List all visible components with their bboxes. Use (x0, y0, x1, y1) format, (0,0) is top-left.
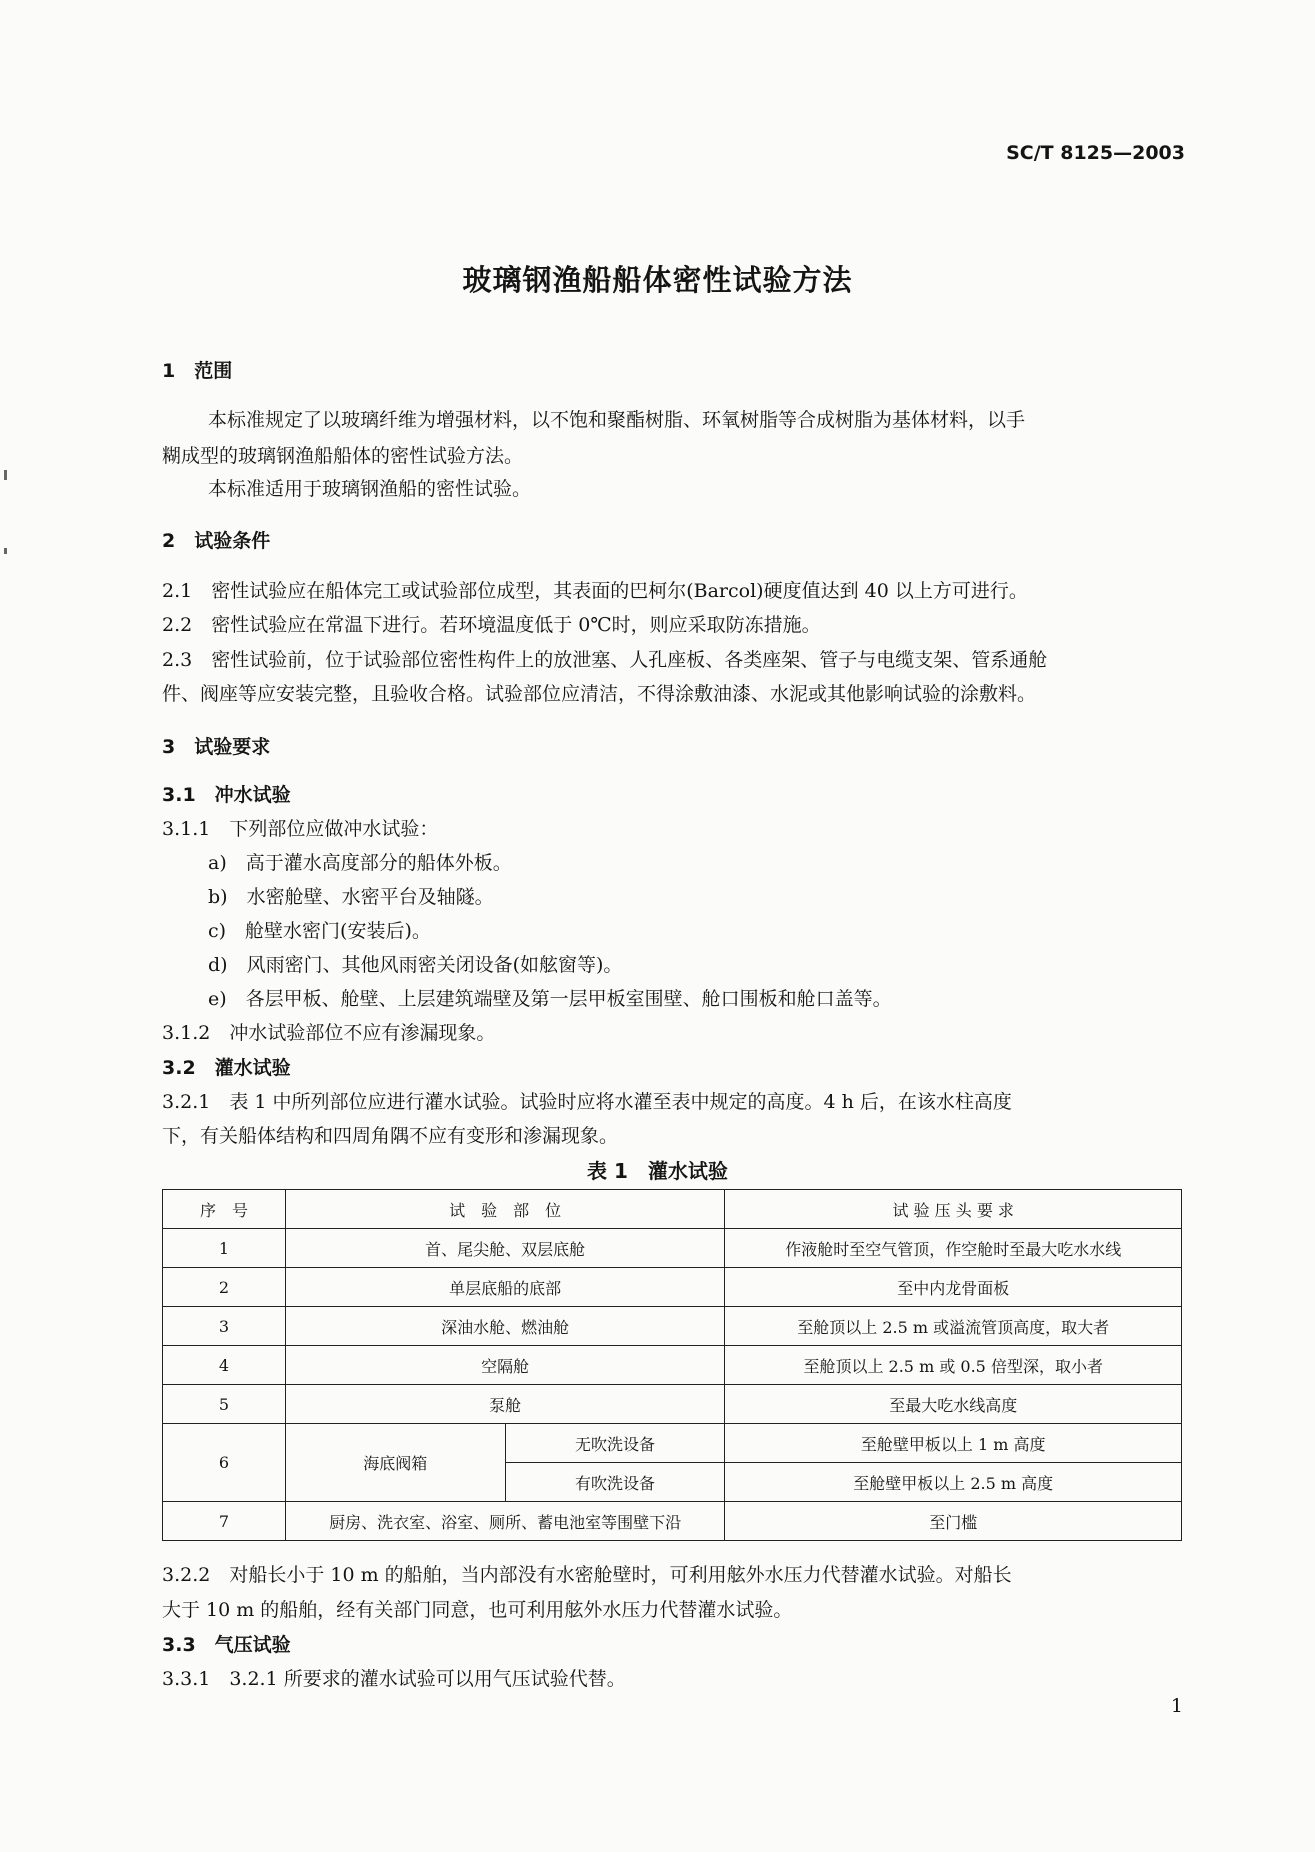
sec1-para1-line1: 本标准规定了以玻璃纤维为增强材料，以不饱和聚酯树脂、环氧树脂等合成树脂为基体材料，以手 (208, 409, 1026, 431)
table-row (163, 1502, 1182, 1541)
clause-3-2-1-line2: 下，有关船体结构和四周角隅不应有变形和渗漏现象。 (162, 1125, 619, 1147)
header-test-part: 试 验 部 位 (285, 1190, 725, 1229)
cell-no: 6 (163, 1424, 286, 1502)
cell-part: 深油水舱、燃油舱 (285, 1307, 725, 1346)
cell-part: 泵舱 (285, 1385, 725, 1424)
clause-3-1-2: 3.1.2 冲水试验部位不应有渗漏现象。 (162, 1022, 496, 1044)
header-no: 序 号 (163, 1190, 286, 1229)
cell-req: 作液舱时至空气管顶，作空舱时至最大吃水水线 (725, 1229, 1182, 1268)
clause-2-2: 2.2 密性试验应在常温下进行。若环境温度低于 0℃时，则应采取防冻措施。 (162, 614, 821, 636)
clause-3-2-2-line2: 大于 10 m 的船舶，经有关部门同意，也可利用舷外水压力代替灌水试验。 (162, 1599, 793, 1621)
cell-req: 至舱壁甲板以上 1 m 高度 (725, 1424, 1182, 1463)
cell-req: 至舱壁甲板以上 2.5 m 高度 (725, 1463, 1182, 1502)
sec1-para1-line2: 糊成型的玻璃钢渔船船体的密性试验方法。 (162, 445, 524, 467)
cell-no: 2 (163, 1268, 286, 1307)
table-row (163, 1268, 1182, 1307)
table-row (163, 1229, 1182, 1268)
clause-3-2-1-line1: 3.2.1 表 1 中所列部位应进行灌水试验。试验时应将水灌至表中规定的高度。4 h 后，在该水柱高度 (162, 1091, 1012, 1113)
clause-3-3-1: 3.3.1 3.2.1 所要求的灌水试验可以用气压试验代替。 (162, 1668, 626, 1690)
table-row (163, 1307, 1182, 1346)
section-3-2-heading: 3.2 灌水试验 (162, 1057, 291, 1079)
cell-req: 至门槛 (725, 1502, 1182, 1541)
cell-part: 单层底船的底部 (285, 1268, 725, 1307)
cell-part: 空隔舱 (285, 1346, 725, 1385)
table-row (163, 1424, 1182, 1463)
cell-req: 至最大吃水线高度 (725, 1385, 1182, 1424)
table-header-row (163, 1190, 1182, 1229)
table-row (163, 1346, 1182, 1385)
cell-req: 至舱顶以上 2.5 m 或 0.5 倍型深，取小者 (725, 1346, 1182, 1385)
cell-part: 厨房、洗衣室、浴室、厕所、蓄电池室等围壁下沿 (285, 1502, 725, 1541)
clause-3-2-2-line1: 3.2.2 对船长小于 10 m 的船舶，当内部没有水密舱壁时，可利用舷外水压力代替灌水试验。对船长 (162, 1564, 1012, 1586)
clause-2-1: 2.1 密性试验应在船体完工或试验部位成型，其表面的巴柯尔(Barcol)硬度值达到 40 以上方可进行。 (162, 580, 1028, 602)
cell-no: 5 (163, 1385, 286, 1424)
section-3-heading: 3 试验要求 (162, 736, 271, 758)
clause-2-3-line2: 件、阀座等应安装完整，且验收合格。试验部位应清洁，不得涂敷油漆、水泥或其他影响试验的涂敷料。 (162, 683, 1037, 705)
page-number: 1 (1170, 1695, 1183, 1717)
list-item-b: b) 水密舱壁、水密平台及轴隧。 (208, 886, 494, 908)
scan-edge-mark (4, 548, 7, 554)
list-item-c: c) 舱壁水密门(安装后)。 (208, 920, 431, 942)
clause-2-3-line1: 2.3 密性试验前，位于试验部位密性构件上的放泄塞、人孔座板、各类座架、管子与电缆支架、管系通舱 (162, 649, 1048, 671)
table-row (163, 1385, 1182, 1424)
standard-number: SC/T 8125—2003 (1006, 142, 1185, 164)
section-3-3-heading: 3.3 气压试验 (162, 1634, 291, 1656)
list-item-d: d) 风雨密门、其他风雨密关闭设备(如舷窗等)。 (208, 954, 623, 976)
cell-req: 至舱顶以上 2.5 m 或溢流管顶高度，取大者 (725, 1307, 1182, 1346)
cell-no: 4 (163, 1346, 286, 1385)
cell-subpart: 无吹洗设备 (505, 1424, 725, 1463)
cell-part: 首、尾尖舱、双层底舱 (285, 1229, 725, 1268)
water-fill-test-table (162, 1189, 1182, 1541)
scan-edge-mark (4, 470, 7, 480)
section-2-heading: 2 试验条件 (162, 530, 271, 552)
header-requirement: 试 验 压 头 要 求 (725, 1190, 1182, 1229)
document-title: 玻璃钢渔船船体密性试验方法 (462, 263, 853, 297)
section-1-heading: 1 范围 (162, 360, 233, 382)
sec1-para2: 本标准适用于玻璃钢渔船的密性试验。 (208, 478, 532, 500)
section-3-1-heading: 3.1 冲水试验 (162, 784, 291, 806)
list-item-a: a) 高于灌水高度部分的船体外板。 (208, 852, 512, 874)
clause-3-1-1: 3.1.1 下列部位应做冲水试验： (162, 818, 439, 840)
cell-req: 至中内龙骨面板 (725, 1268, 1182, 1307)
cell-subpart: 有吹洗设备 (505, 1463, 725, 1502)
cell-no: 3 (163, 1307, 286, 1346)
table-caption: 表 1 灌水试验 (587, 1159, 728, 1183)
cell-no: 7 (163, 1502, 286, 1541)
cell-no: 1 (163, 1229, 286, 1268)
list-item-e: e) 各层甲板、舱壁、上层建筑端壁及第一层甲板室围壁、舱口围板和舱口盖等。 (208, 988, 892, 1010)
cell-part: 海底阀箱 (285, 1424, 505, 1502)
